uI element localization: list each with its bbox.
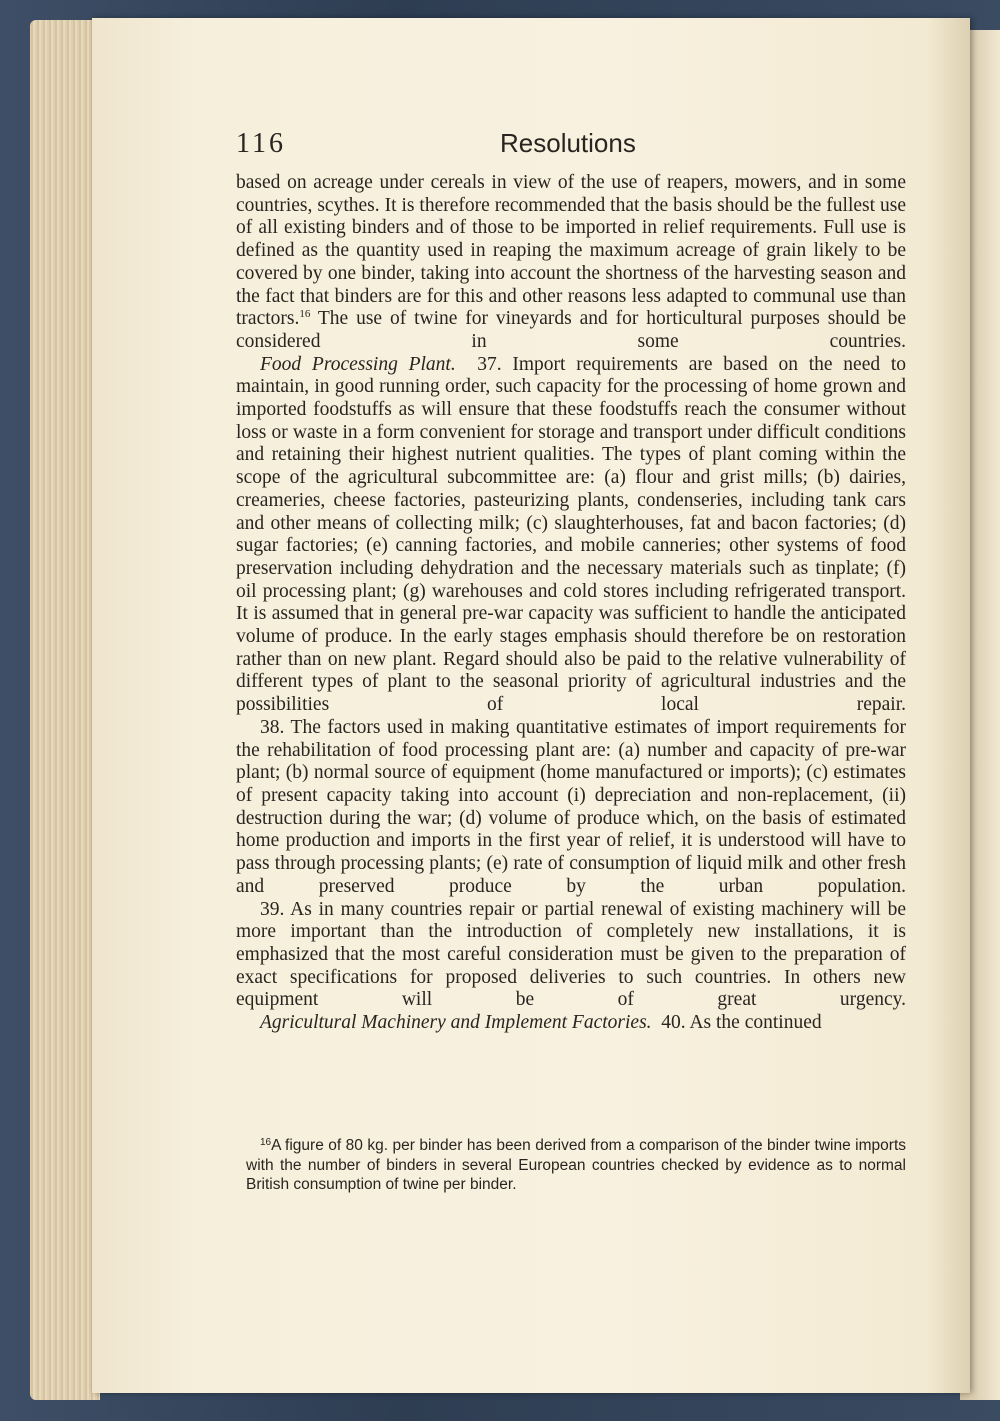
- footnote-number: 16: [260, 1137, 272, 1148]
- running-head: Resolutions: [500, 128, 636, 158]
- paragraph-binders: [236, 172, 906, 354]
- paragraph-food-processing: [236, 354, 906, 604]
- body-text: [236, 172, 906, 1035]
- paragraph-38: [236, 717, 906, 899]
- paragraph-39: [236, 899, 906, 1013]
- paragraph-text: 37. Import requirements are based on the need to maintain, in good running order, such capacity for the processing of home grown and imported foodstuffs as will ensure that these foodstuffs reach the consumer without loss or waste in a form convenient for storage and transport under difficult conditions and retaining their highest nutrient qualities. The types of plant coming within the scope of the agricultural subcommittee are: (a) flour and grist mills; (b) dairies, creameries, cheese factories, pasteurizing plants, condenseries, including tank cars and other means of collecting milk; (c) slaughterhouses, fat and bacon factories; (d) sugar factories; (e) canning factories, and mobile canneries; other systems of food preservation including dehydration and the necessary materials such as tinplate; (f) oil processing plant; (g) warehouses and cold stores including refrigerated transport.: [236, 353, 907, 602]
- paragraph-pre-war-capacity: [236, 603, 906, 717]
- footnote: [246, 1136, 906, 1195]
- paragraph-text: The use of twine for vineyards and for horticultural purposes should be considered in some countries.: [236, 308, 906, 352]
- section-heading: Food Processing Plant.: [260, 353, 456, 375]
- paragraph-text: 40. As the continued: [661, 1012, 822, 1034]
- footnote-reference: 16: [299, 308, 311, 321]
- paragraph-text: 39. As in many countries repair or partial renewal of existing machinery will be more important than the introduction of completely new installations, it is emphasized that the most careful consideration must be given to the preparation of exact specifications for proposed deliveries to such countries. In others new equipment will be of great urgency.: [236, 898, 906, 1011]
- page-edges: [30, 20, 100, 1400]
- section-heading: Agricultural Machinery and Implement Factories.: [260, 1012, 652, 1034]
- paragraph-text: 38. The factors used in making quantitative estimates of import requirements for the rehabilitation of food processing plant are: (a) number and capacity of pre-war plant; (b) normal source of equipment (home manufactured or imports); (c) estimates of present capacity taking into account (i) depreciation and non-replacement, (ii) destruction during the war; (d) volume of produce which, on the basis of estimated home production and imports in the first year of relief, it is understood will have to pass through processing plants; (e) rate of consumption of liquid milk and other fresh and preserved produce by the urban population.: [236, 716, 906, 897]
- paragraph-40: [236, 1012, 906, 1035]
- paragraph-text: based on acreage under cereals in view of the use of reapers, mowers, and in some countries, scythes. It is therefore recommended that the basis should be the fullest use of all existing binders and of those to be imported in relief requirements. Full use is defined as the quantity used in reaping the maximum acreage of grain likely to be covered by one binder, taking into account the shortness of the harvesting season and the fact that binders are for this and other reasons less adapted to communal use than tractors.: [236, 172, 906, 330]
- paragraph-text: It is assumed that in general pre-war capacity was sufficient to handle the anticipated volume of produce. In the early stages emphasis should therefore be on restoration rather than on new plant. Regard should also be paid to the relative vulnerability of different types of plant to the seasonal priority of agricultural industries and the possibilities of local repair.: [236, 603, 906, 716]
- page-number: 116: [236, 128, 286, 159]
- footnote-text: A figure of 80 kg. per binder has been derived from a comparison of the binder twine imports with the number of binders in several European countries checked by evidence as to normal British consumption of twine per binder.: [246, 1137, 906, 1193]
